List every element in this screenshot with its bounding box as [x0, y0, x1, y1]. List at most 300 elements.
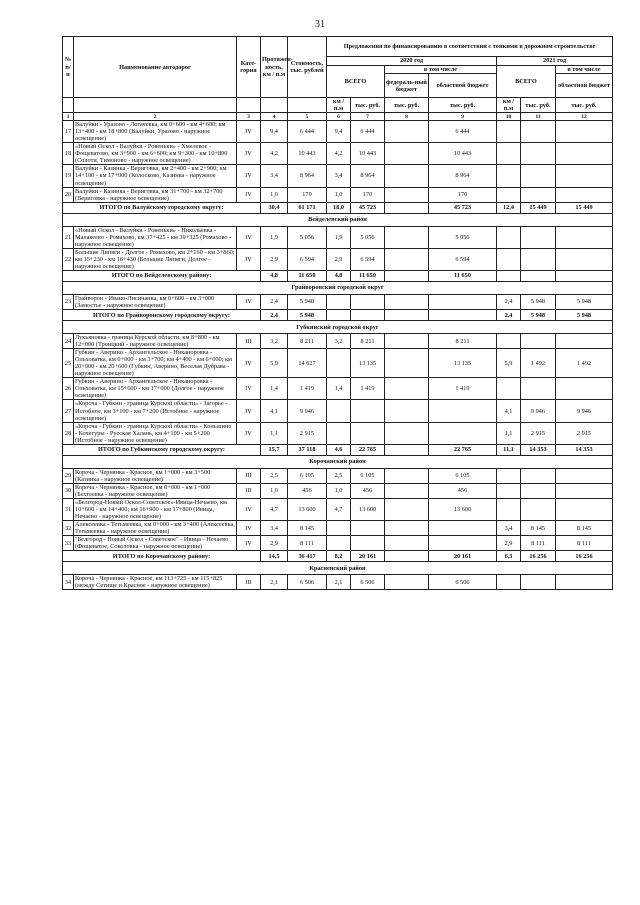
length-cell: 4,1 — [261, 400, 288, 422]
table-row — [63, 121, 613, 143]
total-label: ИТОГО по Корочанскому району: — [63, 551, 261, 562]
road-name: Валуйки - Уразово - Логачевка, км 0+600 - км 4+600; км 13+400 - км 18+800 (Валуйки, Уразово - наружное освещение) — [74, 121, 237, 143]
category-cell: IV — [237, 498, 261, 520]
header-total-2020: ВСЕГО — [327, 66, 385, 98]
table-row — [63, 536, 613, 551]
unit-km-2021: км / п.м — [497, 98, 521, 113]
row-number: 29 — [63, 468, 74, 483]
km-2020-cell — [327, 310, 351, 321]
km-2020-cell — [327, 294, 351, 309]
total-2020-cell — [351, 422, 385, 444]
road-name: «Короча - Губкин - граница Курской области» - Загорье - Истобное, км 3+100 - км 7+200 (Истобное - наружное освещение) — [74, 400, 237, 422]
regional-2020-cell: 13 600 — [429, 498, 497, 520]
regional-2021-cell — [556, 248, 613, 270]
km-2020-cell: 2,5 — [327, 468, 351, 483]
federal-2020-cell — [385, 121, 429, 143]
road-name: Лукьяновка - граница Курской области, км 8+800 - км 12+000 (Троицкий - наружное освещение) — [74, 334, 237, 349]
length-cell: 5,9 — [261, 349, 288, 378]
federal-2020-cell — [385, 187, 429, 202]
federal-2020-cell — [385, 334, 429, 349]
table-row — [63, 349, 613, 378]
total-label: ИТОГО по Валуйскому городскому округу: — [63, 202, 261, 213]
road-name: Короча - Чернянка - Красное, км 0+000 - км 1+000 (Бехтеевка - наружное освещение) — [74, 483, 237, 498]
row-number: 22 — [63, 248, 74, 270]
road-name: «Новый Оскол - Валуйки - Ровеньки» - Никольевка - Малакеево - Ромахово, км 37+425 - км 39+325 (Ромахово - наружное освещение) — [74, 226, 237, 248]
header-year-2021: 2021 год — [497, 57, 613, 66]
km-2020-cell: 1,9 — [327, 226, 351, 248]
header-incl-2021: в том числе — [556, 66, 613, 74]
federal-2020-cell — [385, 483, 429, 498]
row-number: 18 — [63, 143, 74, 165]
category-cell: IV — [237, 248, 261, 270]
total-2021-cell: 1 492 — [521, 349, 556, 378]
section-row — [63, 321, 613, 334]
total-row — [63, 270, 613, 281]
km-2020-cell: 4,6 — [327, 444, 351, 455]
km-2020-cell: 1,4 — [327, 378, 351, 400]
length-cell: 9,4 — [261, 121, 288, 143]
cost-cell: 6 594 — [288, 248, 327, 270]
km-2021-cell: 2,9 — [497, 536, 521, 551]
column-index-cell: 10 — [497, 113, 521, 121]
regional-2020-cell — [429, 521, 497, 536]
row-number: 26 — [63, 378, 74, 400]
km-2021-cell — [497, 468, 521, 483]
regional-2020-cell: 1 419 — [429, 378, 497, 400]
length-cell: 1,1 — [261, 422, 288, 444]
unit-rub-2021: тыс. руб. — [521, 98, 556, 113]
km-2021-cell: 3,4 — [497, 521, 521, 536]
length-cell: 2,9 — [261, 536, 288, 551]
km-2020-cell: 4,8 — [327, 270, 351, 281]
federal-2020-cell — [385, 575, 429, 590]
federal-2020-cell — [385, 536, 429, 551]
length-cell: 1,4 — [261, 378, 288, 400]
km-2021-cell — [497, 121, 521, 143]
km-2020-cell: 8,2 — [327, 551, 351, 562]
regional-2020-cell: 20 161 — [429, 551, 497, 562]
regional-2020-cell: 5 056 — [429, 226, 497, 248]
table-row — [63, 468, 613, 483]
km-2020-cell: 1,0 — [327, 187, 351, 202]
header-road-name: Наименование автодорог — [74, 37, 237, 98]
regional-2020-cell — [429, 400, 497, 422]
federal-2020-cell — [385, 270, 429, 281]
km-2021-cell — [497, 226, 521, 248]
table-row — [63, 483, 613, 498]
column-index-row — [63, 113, 613, 121]
federal-2020-cell — [385, 444, 429, 455]
km-2021-cell — [497, 575, 521, 590]
section-row — [63, 455, 613, 468]
total-2020-cell — [351, 294, 385, 309]
length-cell: 3,4 — [261, 165, 288, 187]
federal-2020-cell — [385, 422, 429, 444]
total-2021-cell: 2 915 — [521, 422, 556, 444]
total-label: ИТОГО по Губкинскому городскому округу: — [63, 444, 261, 455]
total-2020-cell: 13 135 — [351, 349, 385, 378]
cost-cell: 9 946 — [288, 400, 327, 422]
federal-2020-cell — [385, 378, 429, 400]
total-2020-cell — [351, 400, 385, 422]
table-row — [63, 498, 613, 520]
total-2021-cell — [521, 483, 556, 498]
length-cell: 30,4 — [261, 202, 288, 213]
category-cell: III — [237, 334, 261, 349]
total-2020-cell — [351, 536, 385, 551]
category-cell: III — [237, 468, 261, 483]
category-cell: IV — [237, 165, 261, 187]
cost-cell: 170 — [288, 187, 327, 202]
regional-2020-cell — [429, 422, 497, 444]
regional-2020-cell: 45 723 — [429, 202, 497, 213]
km-2021-cell: 5,9 — [497, 349, 521, 378]
header-no: № п/п — [63, 37, 74, 98]
regional-2020-cell: 6 594 — [429, 248, 497, 270]
federal-2020-cell — [385, 498, 429, 520]
regional-2021-cell: 2 915 — [556, 422, 613, 444]
table-row — [63, 575, 613, 590]
column-index-cell: 6 — [327, 113, 351, 121]
row-number: 34 — [63, 575, 74, 590]
cost-cell: 36 417 — [288, 551, 327, 562]
total-label: ИТОГО по Грайворонскому городскому округу: — [63, 310, 261, 321]
header-year-2020: 2020 год — [327, 57, 497, 66]
row-number: 20 — [63, 187, 74, 202]
table-body — [63, 121, 613, 590]
length-cell: 4,7 — [261, 498, 288, 520]
total-2020-cell: 8 211 — [351, 334, 385, 349]
category-cell: IV — [237, 378, 261, 400]
regional-2020-cell — [429, 536, 497, 551]
section-title: Красненский район — [63, 562, 613, 575]
road-name: «Короча - Губкин - граница Курской области» - Коньшино - Кочегуры - Русская Халань, км 4+100 - км 5+200 (Истобное - наружное освещение) — [74, 422, 237, 444]
row-number: 28 — [63, 422, 74, 444]
road-name: Большие Липяги - Долгое - Ромахово, км 2+160 - км 3+860; км 15+230 - км 16+430 (Большие Липяги, Долгое - наружное освещение) — [75, 248, 235, 270]
total-2020-cell: 8 964 — [351, 165, 385, 187]
km-2021-cell: 2,4 — [497, 294, 521, 309]
regional-2021-cell — [556, 143, 613, 165]
row-number: 21 — [63, 226, 74, 248]
federal-2020-cell — [385, 143, 429, 165]
length-cell: 14,5 — [261, 551, 288, 562]
regional-2020-cell: 6 506 — [429, 575, 497, 590]
total-2021-cell: 5 948 — [521, 310, 556, 321]
total-2020-cell — [351, 521, 385, 536]
regional-2020-cell: 170 — [429, 187, 497, 202]
total-2021-cell — [521, 468, 556, 483]
road-name: Короча - Чернянка - Красное, км 113+725 - км 115+825 (между Сетище и Красное - наружное освещение) — [74, 575, 237, 590]
section-title: Корочанский район — [63, 455, 613, 468]
table-row — [63, 521, 613, 536]
category-cell: III — [237, 483, 261, 498]
length-cell: 3,4 — [261, 521, 288, 536]
header-regional-2020: областной бюджет — [429, 74, 497, 98]
km-2021-cell: 4,1 — [497, 400, 521, 422]
regional-2021-cell: 16 256 — [556, 551, 613, 562]
cost-cell: 37 118 — [288, 444, 327, 455]
cost-cell: 456 — [288, 483, 327, 498]
section-title: Губкинский городской округ — [63, 321, 613, 334]
road-name: Валуйки - Казинка - Вериговка, км 2+400 - км 2+900; км 14+100 - км 17+000 (Колосково, Казинка - наружное освещение) — [74, 165, 237, 187]
regional-2021-cell: 15 449 — [556, 202, 613, 213]
km-2020-cell: 18,0 — [327, 202, 351, 213]
table-row — [63, 294, 613, 309]
cost-cell: 5 948 — [288, 310, 327, 321]
regional-2021-cell — [556, 270, 613, 281]
total-2020-cell: 456 — [351, 483, 385, 498]
unit-rub-federal: тыс. руб. — [385, 98, 429, 113]
header-regional-2021: областной бюджет — [556, 74, 613, 98]
regional-2021-cell — [556, 187, 613, 202]
regional-2021-cell — [556, 378, 613, 400]
total-2021-cell: 14 353 — [521, 444, 556, 455]
federal-2020-cell — [385, 310, 429, 321]
section-row — [63, 213, 613, 226]
total-2020-cell — [351, 310, 385, 321]
km-2020-cell: 2,9 — [327, 248, 351, 270]
total-2020-cell: 10 443 — [351, 143, 385, 165]
total-row — [63, 551, 613, 562]
length-cell: 2,1 — [261, 575, 288, 590]
total-2021-cell — [521, 498, 556, 520]
km-2021-cell: 11,1 — [497, 444, 521, 455]
length-cell: 1,0 — [261, 187, 288, 202]
section-title: Вейделевский район — [63, 213, 613, 226]
regional-2021-cell — [556, 468, 613, 483]
km-2020-cell — [327, 400, 351, 422]
km-2020-cell: 4,2 — [327, 143, 351, 165]
federal-2020-cell — [385, 468, 429, 483]
row-number: 23 — [63, 294, 74, 309]
regional-2021-cell: 5 948 — [556, 310, 613, 321]
road-name: Алексеевка - Тетьмеевка, км 0+000 - км 3+400 (Алексеевка, Тетьмеевка - наружное освещение) — [75, 521, 235, 536]
km-2020-cell: 3,2 — [327, 334, 351, 349]
regional-2020-cell: 8 964 — [429, 165, 497, 187]
federal-2020-cell — [385, 202, 429, 213]
table-row — [63, 422, 613, 444]
total-2020-cell: 45 723 — [351, 202, 385, 213]
row-number: 19 — [63, 165, 74, 187]
row-number: 24 — [63, 334, 74, 349]
total-2020-cell: 170 — [351, 187, 385, 202]
road-financing-table — [62, 36, 613, 590]
km-2020-cell — [327, 536, 351, 551]
regional-2021-cell — [556, 575, 613, 590]
table-row — [63, 143, 613, 165]
total-row — [63, 202, 613, 213]
length-cell: 4,8 — [261, 270, 288, 281]
row-number: 31 — [63, 498, 74, 520]
road-name: «Белгород-Новый Оскол-Советское»-Ивица-Нечаево, км 10+600 - км 14+400; км 16+900 - км 17+800 (Ивица, Нечаево - наружное освещение) — [74, 498, 237, 520]
regional-2021-cell: 8 111 — [556, 536, 613, 551]
cost-cell: 8 111 — [288, 536, 327, 551]
regional-2020-cell: 6 444 — [429, 121, 497, 143]
header-incl-2020: в том числе — [385, 66, 497, 74]
km-2020-cell — [327, 422, 351, 444]
section-title: Грайворонский городской округ — [63, 281, 613, 294]
cost-cell: 1 419 — [288, 378, 327, 400]
table-row — [63, 165, 613, 187]
length-cell: 2,5 — [261, 468, 288, 483]
total-2020-cell: 5 056 — [351, 226, 385, 248]
cost-cell: 61 171 — [288, 202, 327, 213]
federal-2020-cell — [385, 349, 429, 378]
cost-cell: 11 650 — [288, 270, 327, 281]
cost-cell: 10 443 — [288, 143, 327, 165]
km-2020-cell — [327, 521, 351, 536]
column-index-cell: 4 — [261, 113, 288, 121]
row-number: 17 — [63, 121, 74, 143]
table-row — [63, 248, 613, 270]
federal-2020-cell — [385, 551, 429, 562]
unit-rub-regional: тыс. руб. — [429, 98, 497, 113]
category-cell: IV — [237, 349, 261, 378]
table-row — [63, 226, 613, 248]
km-2021-cell: 2,4 — [497, 310, 521, 321]
header-federal: федераль-ный бюджет — [385, 74, 429, 98]
length-cell: 1,0 — [261, 483, 288, 498]
total-2020-cell: 6 444 — [351, 121, 385, 143]
total-2021-cell — [521, 187, 556, 202]
row-number: 32 — [63, 521, 74, 536]
row-number: 30 — [63, 483, 74, 498]
total-2021-cell — [521, 575, 556, 590]
regional-2021-cell: 5 948 — [556, 294, 613, 309]
km-2021-cell: 12,4 — [497, 202, 521, 213]
regional-2020-cell — [429, 310, 497, 321]
category-cell: IV — [237, 400, 261, 422]
category-cell: IV — [237, 294, 261, 309]
regional-2021-cell: 14 353 — [556, 444, 613, 455]
regional-2020-cell: 13 135 — [429, 349, 497, 378]
federal-2020-cell — [385, 248, 429, 270]
road-name: Валуйки - Казинка - Вериговка, км 31+700 - км 32+700 (Вериговка - наружное освещение) — [74, 187, 237, 202]
regional-2021-cell — [556, 121, 613, 143]
km-2021-cell — [497, 165, 521, 187]
total-2021-cell — [521, 226, 556, 248]
total-2021-cell — [521, 270, 556, 281]
category-cell: IV — [237, 121, 261, 143]
km-2020-cell: 4,7 — [327, 498, 351, 520]
cost-cell: 13 600 — [288, 498, 327, 520]
category-cell: IV — [237, 422, 261, 444]
table-row — [63, 378, 613, 400]
length-cell: 3,2 — [261, 334, 288, 349]
federal-2020-cell — [385, 226, 429, 248]
total-2021-cell: 15 449 — [521, 202, 556, 213]
total-2021-cell — [521, 165, 556, 187]
header-category: Кате-гория — [237, 37, 261, 98]
regional-2020-cell: 11 650 — [429, 270, 497, 281]
table-row — [63, 334, 613, 349]
regional-2021-cell — [556, 498, 613, 520]
regional-2020-cell: 10 443 — [429, 143, 497, 165]
category-cell: IV — [237, 536, 261, 551]
cost-cell: 6 105 — [288, 468, 327, 483]
km-2020-cell: 3,4 — [327, 165, 351, 187]
length-cell: 2,9 — [261, 248, 288, 270]
federal-2020-cell — [385, 400, 429, 422]
cost-cell: 8 211 — [288, 334, 327, 349]
row-number: 33 — [63, 536, 74, 551]
road-name: «Новый Оскол - Валуйки - Ровеньки» - Хмелевое - Фощеватово, км 3+900 - км 6+600; км 9+300 - км 10+800 (Солоти, Тимоново - наружное освещение) — [74, 143, 237, 165]
header-total-2021: ВСЕГО — [497, 66, 556, 98]
total-2020-cell: 11 650 — [351, 270, 385, 281]
header-cost: Стоимость, тыс. рублей — [288, 37, 327, 98]
length-cell: 15,7 — [261, 444, 288, 455]
total-2021-cell — [521, 248, 556, 270]
road-name: Грайворон - Ивано-Лисичанка, км 0+600 - км 3+000 (Замостье - наружное освещение) — [74, 294, 237, 309]
regional-2021-cell — [556, 334, 613, 349]
section-row — [63, 281, 613, 294]
cost-cell: 5 056 — [288, 226, 327, 248]
total-2020-cell: 6 506 — [351, 575, 385, 590]
column-index-cell: 3 — [237, 113, 261, 121]
total-2020-cell: 6 105 — [351, 468, 385, 483]
total-2021-cell — [521, 121, 556, 143]
total-2020-cell: 13 600 — [351, 498, 385, 520]
total-2021-cell: 5 948 — [521, 294, 556, 309]
total-2021-cell: 16 256 — [521, 551, 556, 562]
km-2020-cell: 2,1 — [327, 575, 351, 590]
total-2021-cell — [521, 143, 556, 165]
regional-2021-cell: 8 145 — [556, 521, 613, 536]
regional-2020-cell: 6 105 — [429, 468, 497, 483]
km-2021-cell — [497, 483, 521, 498]
cost-cell: 14 627 — [288, 349, 327, 378]
category-cell: IV — [237, 521, 261, 536]
km-2021-cell: 6,3 — [497, 551, 521, 562]
length-cell: 1,9 — [261, 226, 288, 248]
regional-2021-cell: 9 946 — [556, 400, 613, 422]
category-cell: IV — [237, 143, 261, 165]
regional-2020-cell: 22 765 — [429, 444, 497, 455]
total-row — [63, 310, 613, 321]
table-row — [63, 400, 613, 422]
category-cell: IV — [237, 226, 261, 248]
total-2020-cell: 22 765 — [351, 444, 385, 455]
regional-2021-cell — [556, 165, 613, 187]
km-2020-cell: 1,0 — [327, 483, 351, 498]
section-row — [63, 562, 613, 575]
column-index-cell: 5 — [288, 113, 327, 121]
row-number: 27 — [63, 400, 74, 422]
federal-2020-cell — [385, 521, 429, 536]
total-2021-cell: 9 946 — [521, 400, 556, 422]
table-row — [63, 187, 613, 202]
regional-2021-cell: 1 492 — [556, 349, 613, 378]
header-length: Протяжен-ность, км / п.м — [261, 37, 288, 98]
road-name: "Белгород - Новый Оскол - Советское" - Ивица - Нечаево (Фощеватое, Соколовка - наружное освещение) — [74, 536, 237, 551]
total-row — [63, 444, 613, 455]
unit-rub-regional-2021: тыс. руб. — [556, 98, 613, 113]
km-2020-cell — [327, 349, 351, 378]
regional-2020-cell: 8 211 — [429, 334, 497, 349]
km-2021-cell — [497, 378, 521, 400]
row-number: 25 — [63, 349, 74, 378]
cost-cell: 2 915 — [288, 422, 327, 444]
category-cell: IV — [237, 187, 261, 202]
column-index-cell: 12 — [556, 113, 613, 121]
total-2021-cell: 8 145 — [521, 521, 556, 536]
length-cell: 2,4 — [261, 310, 288, 321]
km-2021-cell — [497, 270, 521, 281]
header-proposals: Предложения по финансированию в соответствии с тонкими в дорожном строительстве — [327, 37, 613, 57]
total-2021-cell: 8 111 — [521, 536, 556, 551]
cost-cell: 8 145 — [288, 521, 327, 536]
unit-rub-2020: тыс. руб. — [351, 98, 385, 113]
